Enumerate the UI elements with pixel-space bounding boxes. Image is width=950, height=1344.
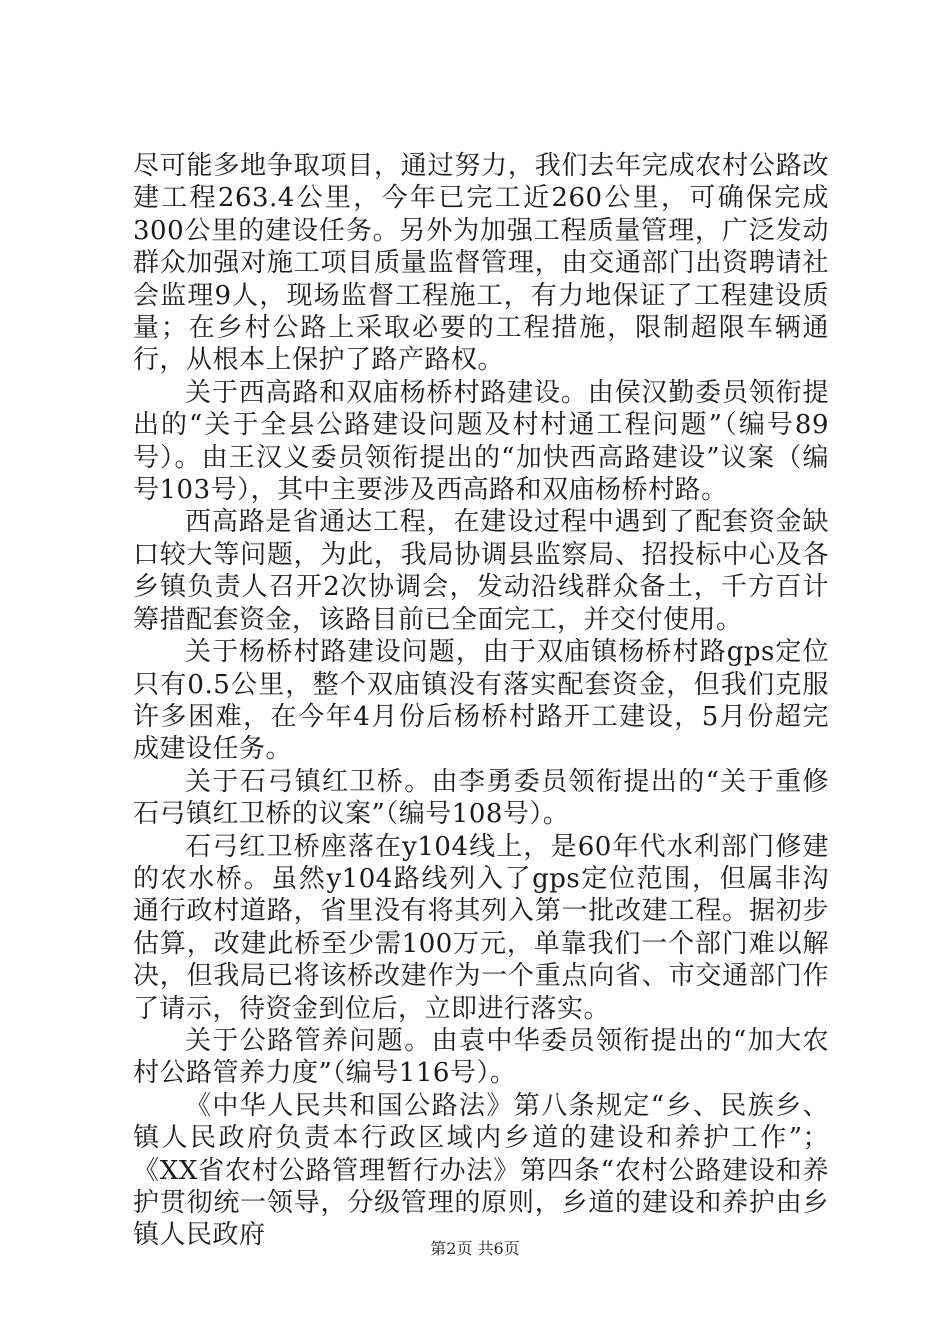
paragraph-2: 关于西高路和双庙杨桥村路建设。由侯汉勤委员领衔提出的“关于全县公路建设问题及村村通工程问题”（编号89号）。由王汉义委员领衔提出的“加快西高路建设”议案（编号103号），其中主要涉及西高路和双庙杨桥村路。 xyxy=(133,377,829,506)
paragraph-3: 西高路是省通达工程，在建设过程中遇到了配套资金缺口较大等问题，为此，我局协调县监察局、招投标中心及各乡镇负责人召开2次协调会，发动沿线群众备土，千方百计筹措配套资金，该路目前已全面完工，并交付使用。 xyxy=(133,507,829,635)
paragraph-7: 关于公路管养问题。由袁中华委员领衔提出的“加大农村公路管养力度”（编号116号）。 xyxy=(133,1025,829,1089)
paragraph-8: 《中华人民共和国公路法》第八条规定“乡、民族乡、镇人民政府负责本行政区域内乡道的建设和养护工作”；《XX省农村公路管理暂行办法》第四条“农村公路建设和养护贯彻统一领导，分级管理的原则，乡道的建设和养护由乡镇人民政府 xyxy=(133,1090,829,1251)
paragraph-1: 尽可能多地争取项目，通过努力，我们去年完成农村公路改建工程263.4公里，今年已完工近260公里，可确保完成300公里的建设任务。另外为加强工程质量管理，广泛发动群众加强对施工项目质量监督管理，由交通部门出资聘请社会监理9人，现场监督工程施工，有力地保证了工程建设质量；在乡村公路上采取必要的工程措施，限制超限车辆通行，从根本上保护了路产路权。 xyxy=(133,151,829,376)
paragraph-6: 石弓红卫桥座落在y104线上，是60年代水利部门修建的农水桥。虽然y104路线列入了gps定位范围，但属非沟通行政村道路，省里没有将其列入第一批改建工程。据初步估算，改建此桥至少需100万元，单靠我们一个部门难以解决，但我局已将该桥改建作为一个重点向省、市交通部门作了请示，待资金到位后，立即进行落实。 xyxy=(133,831,829,1024)
page-footer xyxy=(0,1236,950,1259)
paragraph-5: 关于石弓镇红卫桥。由李勇委员领衔提出的“关于重修石弓镇红卫桥的议案”（编号108号）。 xyxy=(133,766,829,830)
document-body xyxy=(133,150,829,1252)
page-number-label: 第2页 共6页 xyxy=(430,1239,520,1258)
paragraph-4: 关于杨桥村路建设问题，由于双庙镇杨桥村路gps定位只有0.5公里，整个双庙镇没有落实配套资金，但我们克服许多困难，在今年4月份后杨桥村路开工建设，5月份超完成建设任务。 xyxy=(133,637,829,765)
